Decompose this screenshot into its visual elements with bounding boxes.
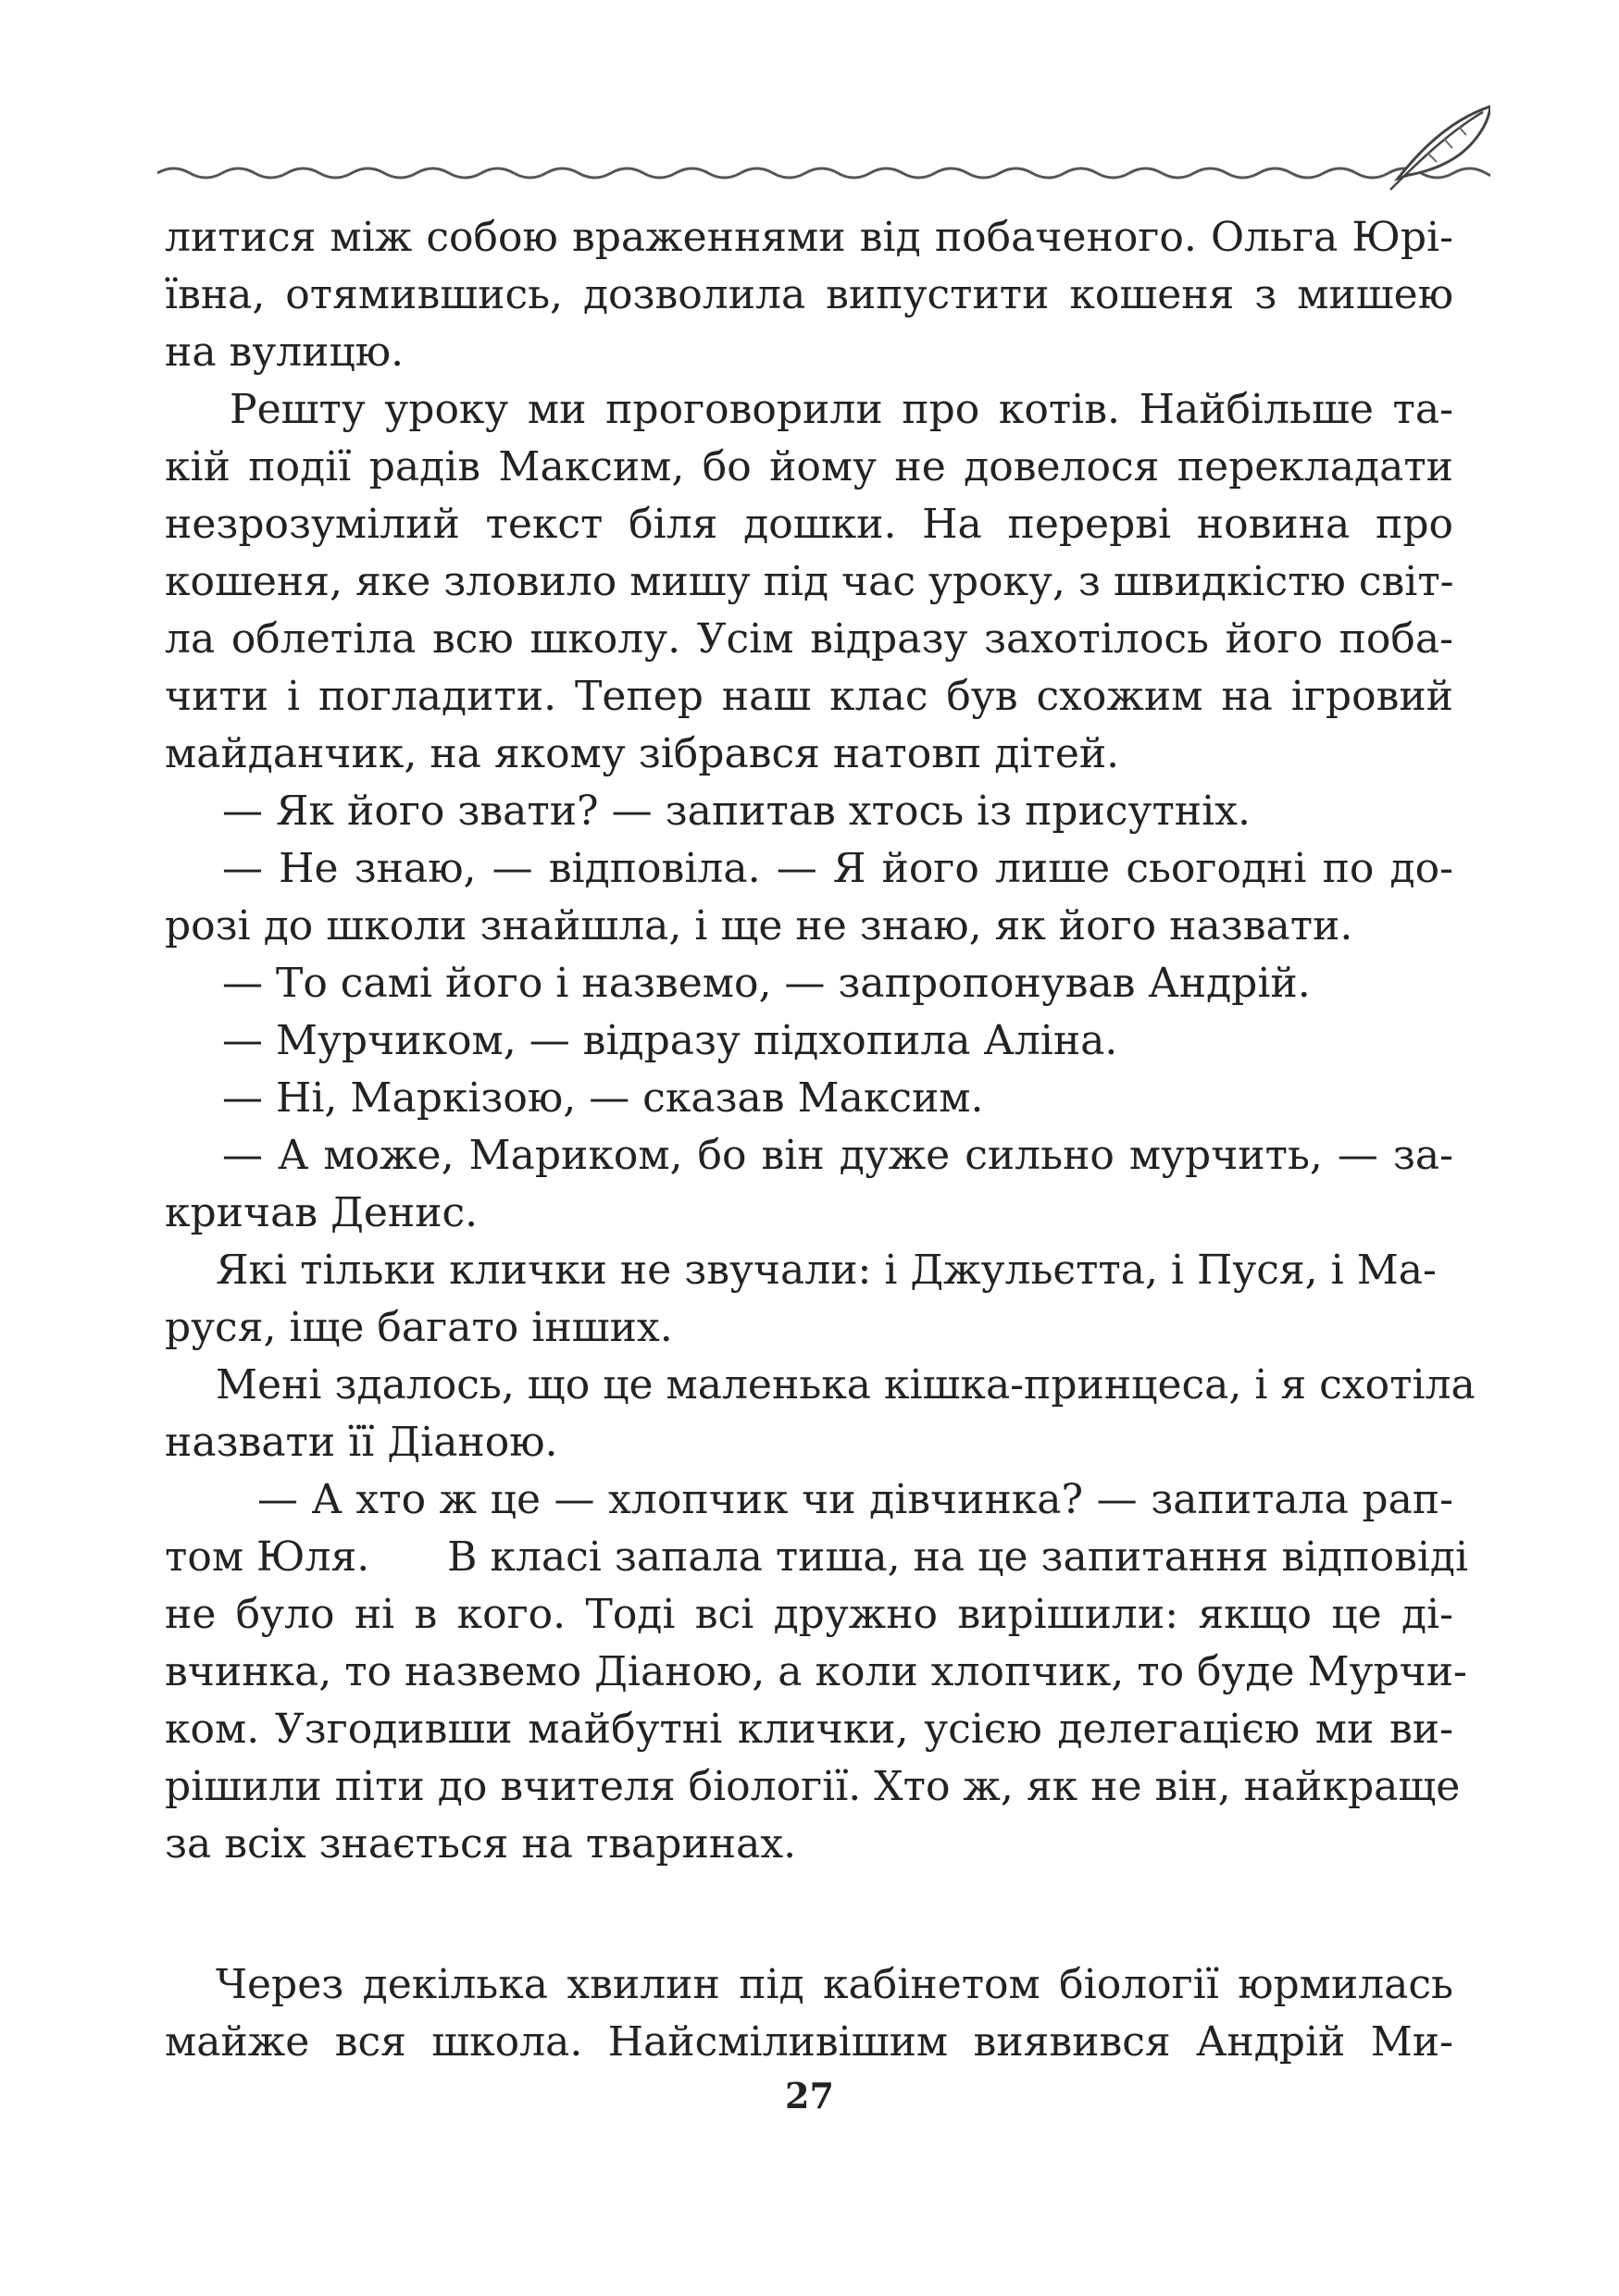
paragraph xyxy=(165,840,1453,955)
text-line: Мені здалось, що це маленька кішка-принцеса, і я схотіла xyxy=(216,1361,1476,1409)
text-line: — То самі його і назвемо, — запропонував Андрій. xyxy=(222,960,1311,1007)
paragraph xyxy=(165,1012,1453,1070)
body-text xyxy=(165,209,1476,2071)
page-number: 27 xyxy=(785,2075,834,2116)
text-line: — А може, Мариком, бо він дуже сильно мурчить, — за- xyxy=(222,1132,1453,1179)
text-line: литися між собою враженнями від побаченого. Ольга Юрі- xyxy=(165,214,1453,261)
paragraph xyxy=(165,381,1453,783)
text-line: — Ні, Маркізою, — сказав Максим. xyxy=(222,1074,984,1122)
text-line: рішили піти до вчителя біології. Хто ж, як не він, найкраще xyxy=(165,1763,1461,1810)
paragraph xyxy=(165,1956,1453,2071)
text-line: руся, іще багато інших. xyxy=(165,1304,673,1351)
text-line: том Юля. В класі запала тиша, на це запитання відповіді xyxy=(165,1533,1469,1581)
text-line: майданчик, на якому зібрався натовп дітей. xyxy=(165,730,1120,777)
text-line: ївна, отямившись, дозволила випустити кошеня з мишею xyxy=(165,271,1453,318)
text-line: майже вся школа. Найсміливішим виявився Андрій Ми- xyxy=(165,2018,1453,2066)
text-line: Через декілька хвилин під кабінетом біології юрмилась xyxy=(216,1961,1453,2008)
text-line: кричав Денис. xyxy=(165,1189,479,1236)
text-line: на вулицю. xyxy=(165,329,405,376)
paragraph xyxy=(165,1127,1453,1242)
paragraph xyxy=(165,783,1453,840)
paragraph xyxy=(165,1070,1453,1127)
wave-line xyxy=(157,168,1490,178)
paragraph xyxy=(165,1242,1453,1357)
text-line: кошеня, яке зловило мишу під час уроку, з швидкістю світ- xyxy=(165,558,1454,605)
paragraph xyxy=(165,955,1453,1012)
text-line: — Як його звати? — запитав хтось із присутніх. xyxy=(222,788,1251,835)
text-line: Решту уроку ми проговорили про котів. Найбільше та- xyxy=(230,386,1453,433)
text-line: не було ні в кого. Тоді всі дружно вирішили: якщо це ді- xyxy=(165,1591,1453,1638)
text-line: — А хто ж це — хлопчик чи дівчинка? — запитала рап- xyxy=(257,1476,1453,1523)
text-line: розі до школи знайшла, і ще не знаю, як його назвати. xyxy=(165,902,1353,949)
text-line: ла облетіла всю школу. Усім відразу захотілось його поба- xyxy=(165,615,1453,663)
text-line: незрозумілий текст біля дошки. На перерві новина про xyxy=(165,501,1453,548)
section-gap xyxy=(165,1873,1453,1956)
text-line: кій події радів Максим, бо йому не довелося перекладати xyxy=(165,443,1453,490)
wave-divider-with-feather xyxy=(157,97,1490,199)
paragraph xyxy=(165,1471,1469,1873)
paragraph xyxy=(165,1357,1476,1471)
text-line: — Не знаю, — відповіла. — Я його лише сьогодні по до- xyxy=(222,845,1453,892)
text-line: Які тільки клички не звучали: і Джульєтта, і Пуся, і Ма- xyxy=(216,1247,1437,1294)
text-line: ком. Узгодивши майбутні клички, усією делегацією ми ви- xyxy=(165,1706,1453,1753)
paragraph xyxy=(165,209,1453,381)
text-line: — Мурчиком, — відразу підхопила Аліна. xyxy=(222,1017,1118,1064)
text-line: назвати її Діаною. xyxy=(165,1419,558,1466)
text-line: вчинка, то назвемо Діаною, а коли хлопчик, то буде Мурчи- xyxy=(165,1648,1467,1695)
text-line: чити і погладити. Тепер наш клас був схожим на ігровий xyxy=(165,673,1453,720)
text-line: за всіх знається на тваринах. xyxy=(165,1820,797,1868)
